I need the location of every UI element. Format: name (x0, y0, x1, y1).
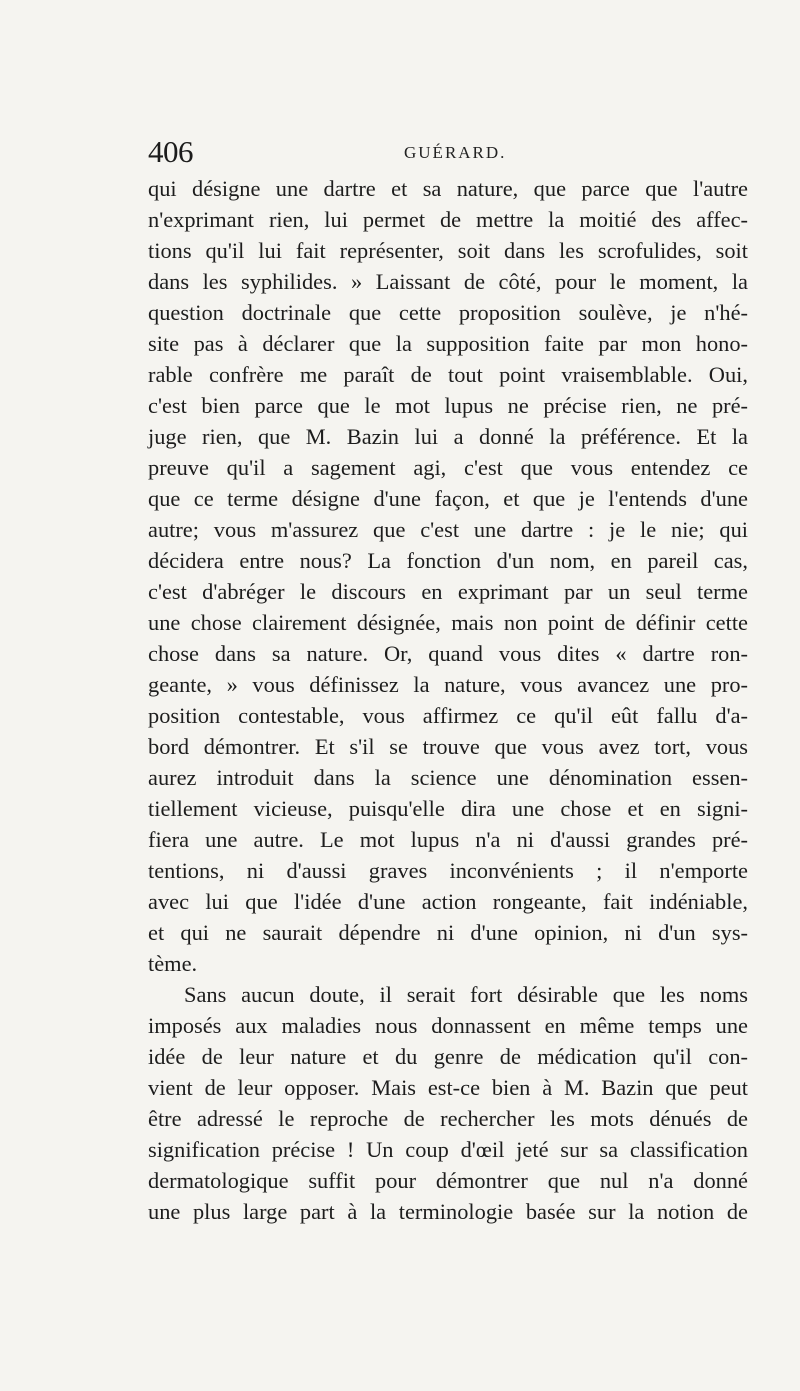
text-line: vient de leur opposer. Mais est-ce bien à M. Bazin que peut (148, 1075, 748, 1100)
text-line: qui désigne une dartre et sa nature, que parce que l'autre (148, 176, 748, 201)
page-number: 406 (148, 134, 193, 169)
text-line: juge rien, que M. Bazin lui a donné la préférence. Et la (148, 424, 748, 449)
text-line: bord démontrer. Et s'il se trouve que vous avez tort, vous (148, 734, 748, 759)
text-line: avec lui que l'idée d'une action rongeante, fait indéniable, (148, 889, 748, 914)
text-line: dans les syphilides. » Laissant de côté, pour le moment, la (148, 269, 748, 294)
text-line: tème. (148, 951, 198, 976)
page-header (148, 134, 748, 174)
text-line: une plus large part à la terminologie basée sur la notion de (148, 1199, 748, 1224)
text-line: Sans aucun doute, il serait fort désirable que les noms (184, 982, 748, 1007)
text-line: rable confrère me paraît de tout point vraisemblable. Oui, (148, 362, 748, 387)
text-line: c'est bien parce que le mot lupus ne précise rien, ne pré- (148, 393, 748, 418)
body-text (148, 173, 748, 1227)
text-line: que ce terme désigne d'une façon, et que je l'entends d'une (148, 486, 748, 511)
text-line: décidera entre nous? La fonction d'un nom, en pareil cas, (148, 548, 748, 573)
text-line: geante, » vous définissez la nature, vous avancez une pro- (148, 672, 748, 697)
text-line: et qui ne saurait dépendre ni d'une opinion, ni d'un sys- (148, 920, 748, 945)
text-line: chose dans sa nature. Or, quand vous dites « dartre ron- (148, 641, 748, 666)
text-line: dermatologique suffit pour démontrer que nul n'a donné (148, 1168, 748, 1193)
text-line: n'exprimant rien, lui permet de mettre la moitié des affec- (148, 207, 748, 232)
text-line: aurez introduit dans la science une dénomination essen- (148, 765, 748, 790)
text-line: tentions, ni d'aussi graves inconvénients ; il n'emporte (148, 858, 748, 883)
text-line: question doctrinale que cette proposition soulève, je n'hé- (148, 300, 748, 325)
text-line: site pas à déclarer que la supposition faite par mon hono- (148, 331, 748, 356)
text-line: tiellement vicieuse, puisqu'elle dira une chose et en signi- (148, 796, 748, 821)
running-head: GUÉRARD. (404, 143, 507, 162)
text-line: preuve qu'il a sagement agi, c'est que vous entendez ce (148, 455, 748, 480)
text-line: être adressé le reproche de rechercher les mots dénués de (148, 1106, 748, 1131)
text-line: tions qu'il lui fait représenter, soit dans les scrofulides, soit (148, 238, 748, 263)
text-line: imposés aux maladies nous donnassent en même temps une (148, 1013, 748, 1038)
text-line: fiera une autre. Le mot lupus n'a ni d'aussi grandes pré- (148, 827, 748, 852)
text-line: idée de leur nature et du genre de médication qu'il con- (148, 1044, 748, 1069)
text-line: autre; vous m'assurez que c'est une dartre : je le nie; qui (148, 517, 748, 542)
text-line: signification précise ! Un coup d'œil jeté sur sa classification (148, 1137, 748, 1162)
text-line: une chose clairement désignée, mais non point de définir cette (148, 610, 748, 635)
text-line: position contestable, vous affirmez ce qu'il eût fallu d'a- (148, 703, 748, 728)
text-line: c'est d'abréger le discours en exprimant par un seul terme (148, 579, 748, 604)
